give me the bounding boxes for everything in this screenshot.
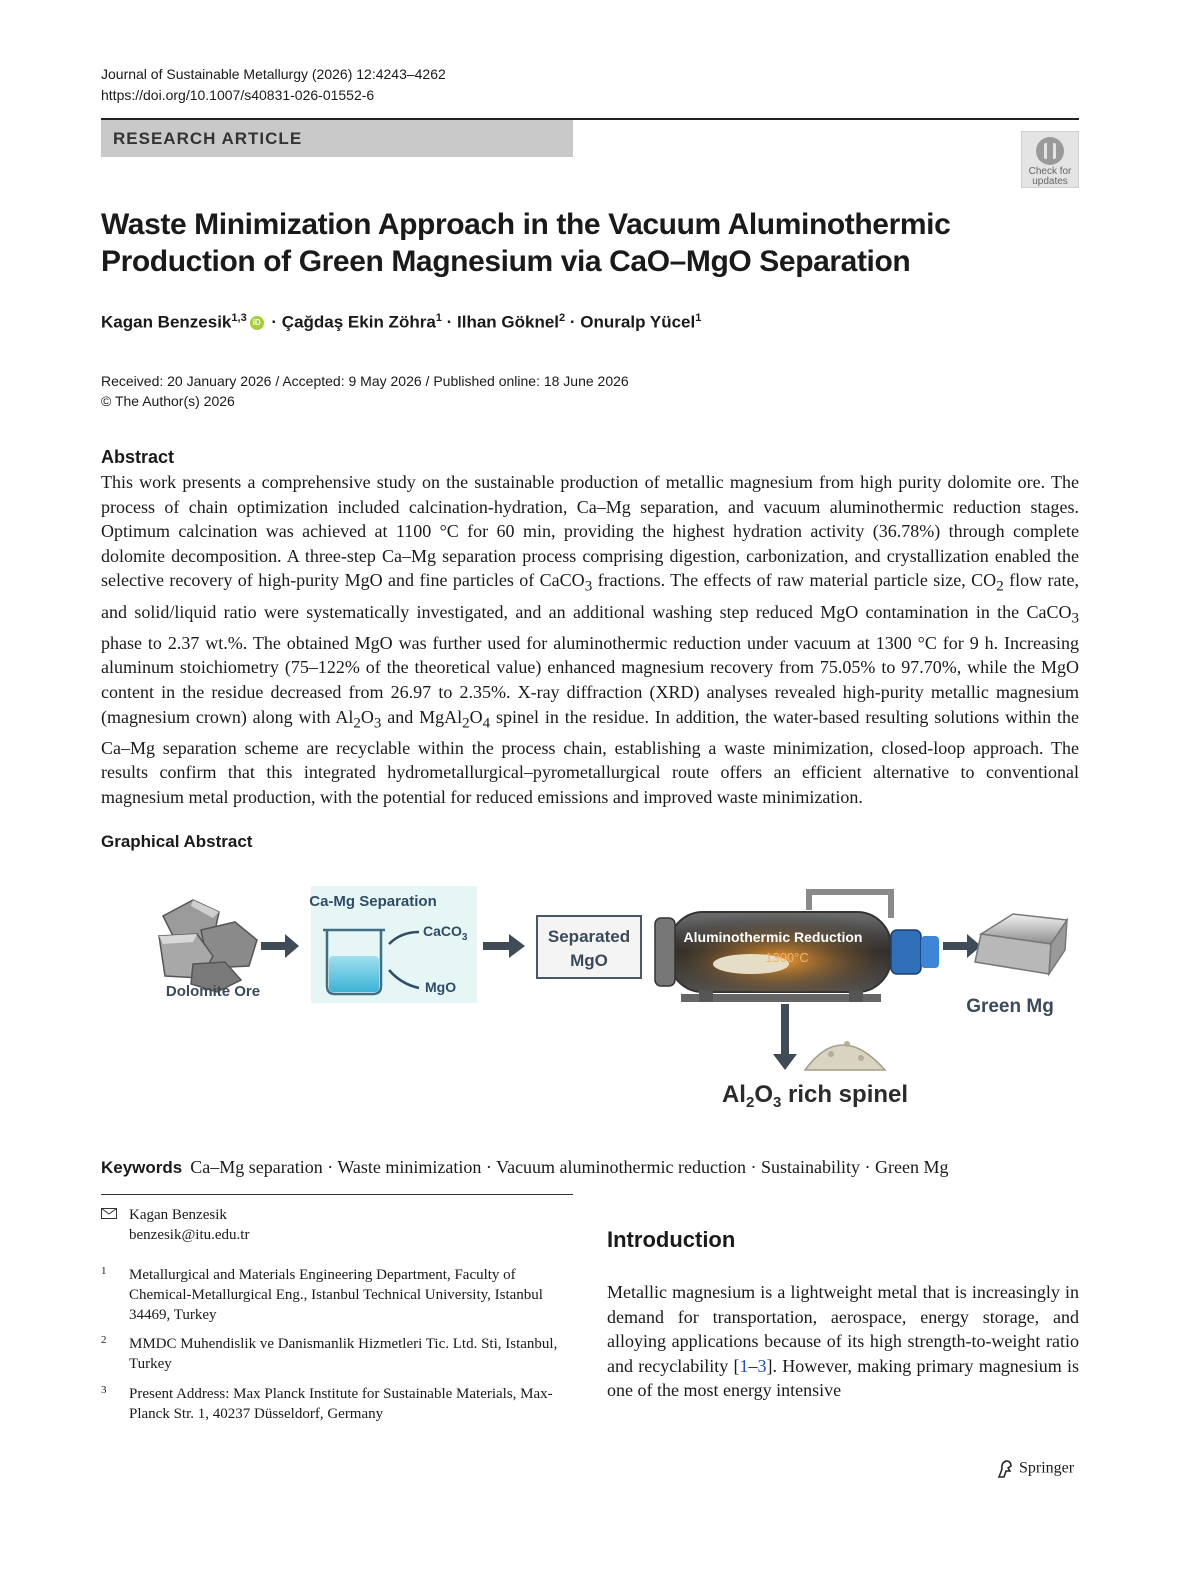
- introduction-text: Metallic magnesium is a lightweight metal that is increasingly in demand for transportation, aerospace, energy storage, and alloying applications because of its high strength-to-weight ratio and recyclability [1–3]. However, making primary magnesium is one of the most energy intensive: [607, 1282, 1079, 1401]
- citation-link[interactable]: 3: [757, 1355, 767, 1376]
- arrow-icon: [261, 934, 299, 958]
- spinel-label: $Al_2O_3$ rich spinel: [721, 1081, 909, 1110]
- footnote-rule: [101, 1194, 573, 1195]
- doi-link[interactable]: https://doi.org/10.1007/s40831-026-01552-6: [101, 87, 375, 103]
- article-type-banner: [101, 120, 573, 157]
- author-affiliation: 1,3: [231, 312, 247, 324]
- journal-name: Journal of Sustainable Metallurgy (2026) 12:4243–4262: [101, 66, 446, 82]
- article-title: Waste Minimization Approach in the Vacuum Aluminothermic Production of Green Magnesium via CaO–MgO Separation: [101, 208, 951, 278]
- author-separator: ·: [565, 312, 581, 332]
- author-name[interactable]: Çağdaş Ekin Zöhra: [281, 312, 436, 332]
- history-dates: Received: 20 January 2026 / Accepted: 9 May 2026 / Published online: 18 June 2026: [101, 373, 629, 389]
- citation-link[interactable]: 1: [739, 1355, 749, 1376]
- author-list: [101, 312, 701, 333]
- graphical-abstract-figure: [101, 878, 1079, 1110]
- separated-label: Separated: [547, 927, 631, 946]
- author-affiliation: 2: [559, 312, 566, 324]
- springer-horse-icon: [995, 1459, 1015, 1479]
- publisher-name: Springer: [1019, 1459, 1075, 1477]
- check-updates-icon: [1036, 137, 1064, 165]
- envelope-icon: [101, 1208, 117, 1219]
- corresponding-author: [101, 1205, 249, 1245]
- orcid-icon[interactable]: iD: [250, 316, 264, 330]
- caco3-label: CaCO$_3$: [423, 923, 468, 943]
- keywords-label: Keywords: [101, 1158, 183, 1177]
- affiliation-number: 2: [101, 1334, 107, 1346]
- journal-citation: [101, 64, 446, 106]
- author-affiliation: 1: [695, 312, 702, 324]
- dolomite-label: Dolomite Ore: [165, 983, 261, 1000]
- contact-email[interactable]: benzesik@itu.edu.tr: [129, 1227, 250, 1243]
- article-type-label: RESEARCH ARTICLE: [113, 129, 303, 148]
- graphical-abstract-heading: Graphical Abstract: [101, 832, 253, 851]
- author-separator: ·: [266, 312, 282, 332]
- green-mg-label: Green Mg: [966, 996, 1054, 1017]
- affiliation-text: Metallurgical and Materials Engineering Department, Faculty of Chemical-Metallurgical Eng., Istanbul Technical University, Istanbul 34469, Turkey: [129, 1267, 543, 1323]
- separated-mgo-label: MgO: [570, 951, 608, 970]
- abstract-heading: Abstract: [101, 447, 175, 467]
- author-name[interactable]: Ilhan Göknel: [457, 312, 560, 332]
- abstract-text: This work presents a comprehensive study on the sustainable production of metallic magnesium from high purity dolomite ore. The process of chain optimization included calcination-hydration, Ca–Mg separation, and vacuum aluminothermic reduction stages. Optimum calcination was achieved at 1100 °C for 60 min, providing the highest hydration activity (36.78%) through complete dolomite decomposition. A three-step Ca–Mg separation process comprising digestion, carbonization, and crystallization enabled the selective recovery of high-purity MgO and fine particles of CaCO$_3$ fractions. The effects of raw material particle size, $CO_2$ flow rate, and solid/liquid ratio were systematically investigated, and an additional washing step reduced MgO contamination in the CaCO$_3$ phase to 2.37 wt.%. The obtained MgO was further used for aluminothermic reduction under vacuum at 1300 °C for 9 h. Increasing aluminum stoichiometry (75–122% of the theoretical value) enhanced magnesium recovery from 75.05% to 97.70%, while the MgO content in the residue decreased from 26.97 to 2.35%. X-ray diffraction (XRD) analyses revealed high-purity metallic magnesium (magnesium crown) along with $Al_2O_3$ and $MgAl_2O_4$ spinel in the residue. In addition, the water-based resulting solutions within the Ca–Mg separation scheme are recyclable within the process chain, establishing a waste minimization, closed-loop approach. The results confirm that this integrated hydrometallurgical–pyrometallurgical route offers an efficient alternative to conventional magnesium metal production, with the potential for reduced emissions and improved waste minimization.: [101, 472, 1080, 807]
- mgo-label: MgO: [425, 979, 457, 995]
- copyright: © The Author(s) 2026: [101, 393, 235, 409]
- author-affiliation: 1: [435, 312, 442, 324]
- affiliation-number: 3: [101, 1384, 107, 1396]
- temperature-label: 1300°C: [765, 950, 809, 965]
- publisher-logo: [995, 1459, 1074, 1479]
- affiliation-number: 1: [101, 1265, 107, 1277]
- vacuum-reactor-icon: [537, 880, 1077, 1090]
- reduction-label: Aluminothermic Reduction: [683, 929, 863, 945]
- arrow-icon: [483, 934, 525, 958]
- author-separator: ·: [441, 312, 458, 332]
- publication-dates: [101, 371, 629, 411]
- affiliation-text: Present Address: Max Planck Institute for Sustainable Materials, Max-Planck Str. 1, 40237 Düsseldorf, Germany: [129, 1386, 553, 1422]
- check-for-updates-button[interactable]: [1021, 131, 1079, 188]
- affiliation-text: MMDC Muhendislik ve Danismanlik Hizmetleri Tic. Ltd. Sti, Istanbul, Turkey: [129, 1336, 558, 1372]
- dolomite-ore-icon: [159, 900, 257, 992]
- author-name[interactable]: Kagan Benzesik: [101, 312, 232, 332]
- contact-name: Kagan Benzesik: [129, 1207, 227, 1223]
- introduction-heading: Introduction: [607, 1227, 736, 1252]
- keywords: [101, 1157, 948, 1178]
- author-name[interactable]: Onuralp Yücel: [580, 312, 696, 332]
- check-updates-label: Check for updates: [1028, 166, 1072, 187]
- separation-title: Ca-Mg Separation: [309, 893, 437, 910]
- keywords-list: Ca–Mg separation · Waste minimization · Vacuum aluminothermic reduction · Sustainability · Green Mg: [190, 1157, 949, 1177]
